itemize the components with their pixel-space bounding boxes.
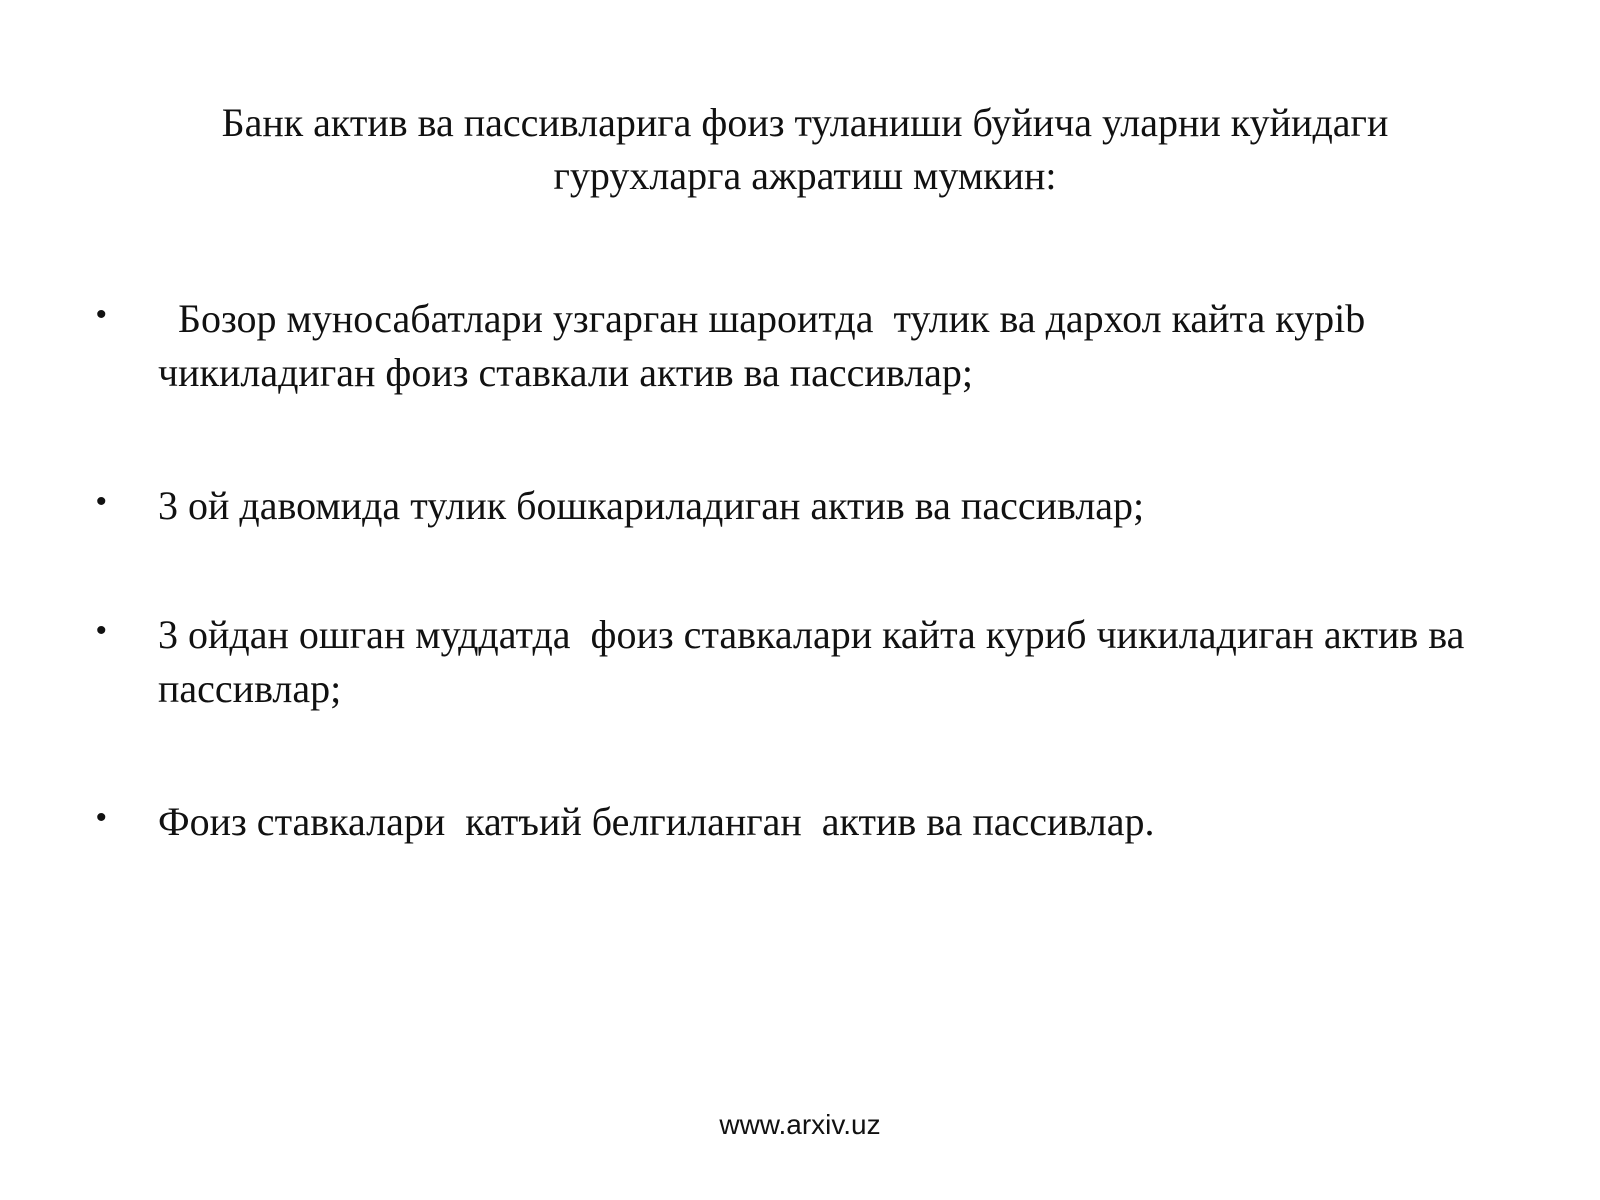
bullet-text: 3 ойдан ошган муддатда фоиз ставкалари кайта куриб чикиладиган актив ва пассивлар; — [158, 612, 1475, 711]
footer-url: www.arxiv.uz — [719, 1109, 881, 1140]
bullet-text: Бозор муносабатлари узгарган шароитда тулик ва дархол кайта курib чикиладиган фоиз ставкали актив ва пассивлар; — [158, 296, 1376, 395]
slide-title: Банк актив ва пассивларига фоиз туланиши буйича уларни куйидаги гурухларга ажратиш мумкин: — [221, 100, 1389, 198]
bullet-text: 3 ой давомида тулик бошкариладиган актив ва пассивлар; — [158, 483, 1145, 528]
bullet-icon: • — [96, 614, 107, 647]
bullet-icon: • — [96, 485, 107, 518]
bullet-icon: • — [96, 801, 107, 834]
bullet-icon: • — [96, 298, 107, 331]
bullet-text: Фоиз ставкалари катъий белгиланган актив ва пассивлар. — [158, 799, 1155, 844]
